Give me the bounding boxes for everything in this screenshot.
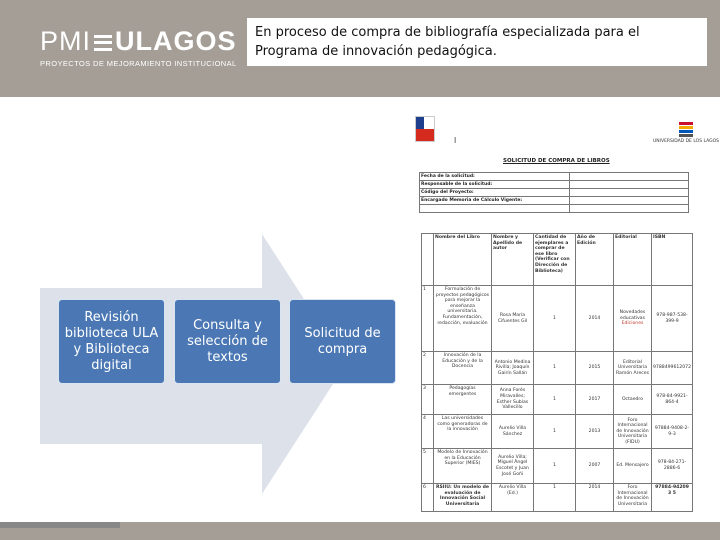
book-year: 2015 [576,352,614,385]
book-isbn: 978-987-538-399-9 [652,286,693,352]
logo-pmi-text: PMI [40,26,92,56]
book-isbn: 978-84-271-2886-6 [652,449,693,484]
book-author: Anna Forés Miravalles; Esther Subías Vallecillo [492,385,534,415]
footer-accent [0,522,120,528]
book-year: 2007 [576,449,614,484]
col-header: Año de Edición [576,234,614,286]
book-isbn: 97884-94209 3 5 [652,484,693,512]
book-author: Aurelio Villa (Ed.) [492,484,534,512]
logo-wordmark [40,26,237,56]
book-title: Modelo de Innovación en la Educación Superior (MIES) [434,449,492,484]
book-publisher: Ed. Mensajero [614,449,652,484]
book-publisher: Octaedro [614,385,652,415]
row-number: 2 [422,352,434,385]
process-step-review[interactable]: Revisión biblioteca ULA y Biblioteca digital [58,299,165,384]
university-logo-icon [679,122,693,137]
table-row [422,415,693,449]
book-year: 2014 [576,286,614,352]
row-number: 4 [422,415,434,449]
logo-ulagos-text: ULAGOS [115,26,237,56]
publisher-text: Novedades educativas [619,310,646,321]
col-header: Editorial [614,234,652,286]
publisher-note: Ediciones [621,321,644,327]
book-publisher: Editorial Universitaria Ramón Areces [614,352,652,385]
book-isbn: 97884-9408-2-9-3 [652,415,693,449]
book-publisher: Foro Internacional de Innovación Universitaria [614,484,652,512]
university-name: UNIVERSIDAD DE LOS LAGOS [653,139,719,144]
info-field: Encargado Memoria de Cálculo Vigente: [420,197,570,205]
book-title: RSIIU: Un modelo de evaluación de Innovación Social Universitaria [434,484,492,512]
col-header: Cantidad de ejemplares a comprar de ese libro (Verificar con Dirección de Biblioteca) [534,234,576,286]
col-header [422,234,434,286]
pmi-ulagos-logo [40,26,237,68]
book-title: Pedagogías emergentes [434,385,492,415]
doc-mark: l [454,136,457,145]
col-header: ISBN [652,234,693,286]
book-quantity: 1 [534,484,576,512]
book-publisher: Foro Internacional de Innovación Universitaria (FIDU) [614,415,652,449]
book-author: Rosa María Cifuentes Gil [492,286,534,352]
book-author: Antonio Medina Rivilla; Joaquín Gairín Sallán [492,352,534,385]
table-row [422,385,693,415]
table-row [422,352,693,385]
info-field: Responsable de la solicitud: [420,181,570,189]
book-quantity: 1 [534,415,576,449]
book-title: Formulación de proyectos pedagógicos para mejorar la enseñanza universitaria. Fundamentación, redacción, evaluación [434,286,492,352]
table-row [422,484,693,512]
book-quantity: 1 [534,449,576,484]
table-row [422,286,693,352]
col-header: Nombre y Apellido de autor [492,234,534,286]
book-author: Aurelio Villa Sánchez [492,415,534,449]
book-year: 2014 [576,484,614,512]
book-quantity: 1 [534,385,576,415]
process-step-consult[interactable]: Consulta y selección de textos [174,299,281,384]
books-table [421,233,693,512]
book-title: Las universidades como generadoras de la innovación [434,415,492,449]
book-title: Innovación de la Educación y de la Docencia [434,352,492,385]
book-year: 2013 [576,415,614,449]
equals-icon [94,35,112,51]
row-number: 6 [422,484,434,512]
book-quantity: 1 [534,352,576,385]
logo-subtitle: PROYECTOS DE MEJORAMIENTO INSTITUCIONAL [40,59,237,68]
book-author: Aurelio Villa; Miguel Ángel Escotet y Juan José Goñi [492,449,534,484]
info-field: Fecha de la solicitud: [420,173,570,181]
book-publisher [614,286,652,352]
form-title: SOLICITUD DE COMPRA DE LIBROS [503,158,610,164]
request-info-table [419,172,689,213]
government-logo-icon [415,116,435,142]
purchase-request-document [403,112,719,520]
process-step-request[interactable]: Solicitud de compra [289,299,396,384]
book-year: 2017 [576,385,614,415]
info-field: Código del Proyecto: [420,189,570,197]
slide-title[interactable]: En proceso de compra de bibliografía especializada para el Programa de innovación pedagógica. [247,18,707,66]
table-header-row [422,234,693,286]
book-isbn: 9788499612072 [652,352,693,385]
col-header: Nombre del Libro [434,234,492,286]
university-logo [653,122,719,144]
table-row [422,449,693,484]
book-quantity: 1 [534,286,576,352]
row-number: 3 [422,385,434,415]
row-number: 5 [422,449,434,484]
row-number: 1 [422,286,434,352]
book-isbn: 978-84-9921-864-4 [652,385,693,415]
